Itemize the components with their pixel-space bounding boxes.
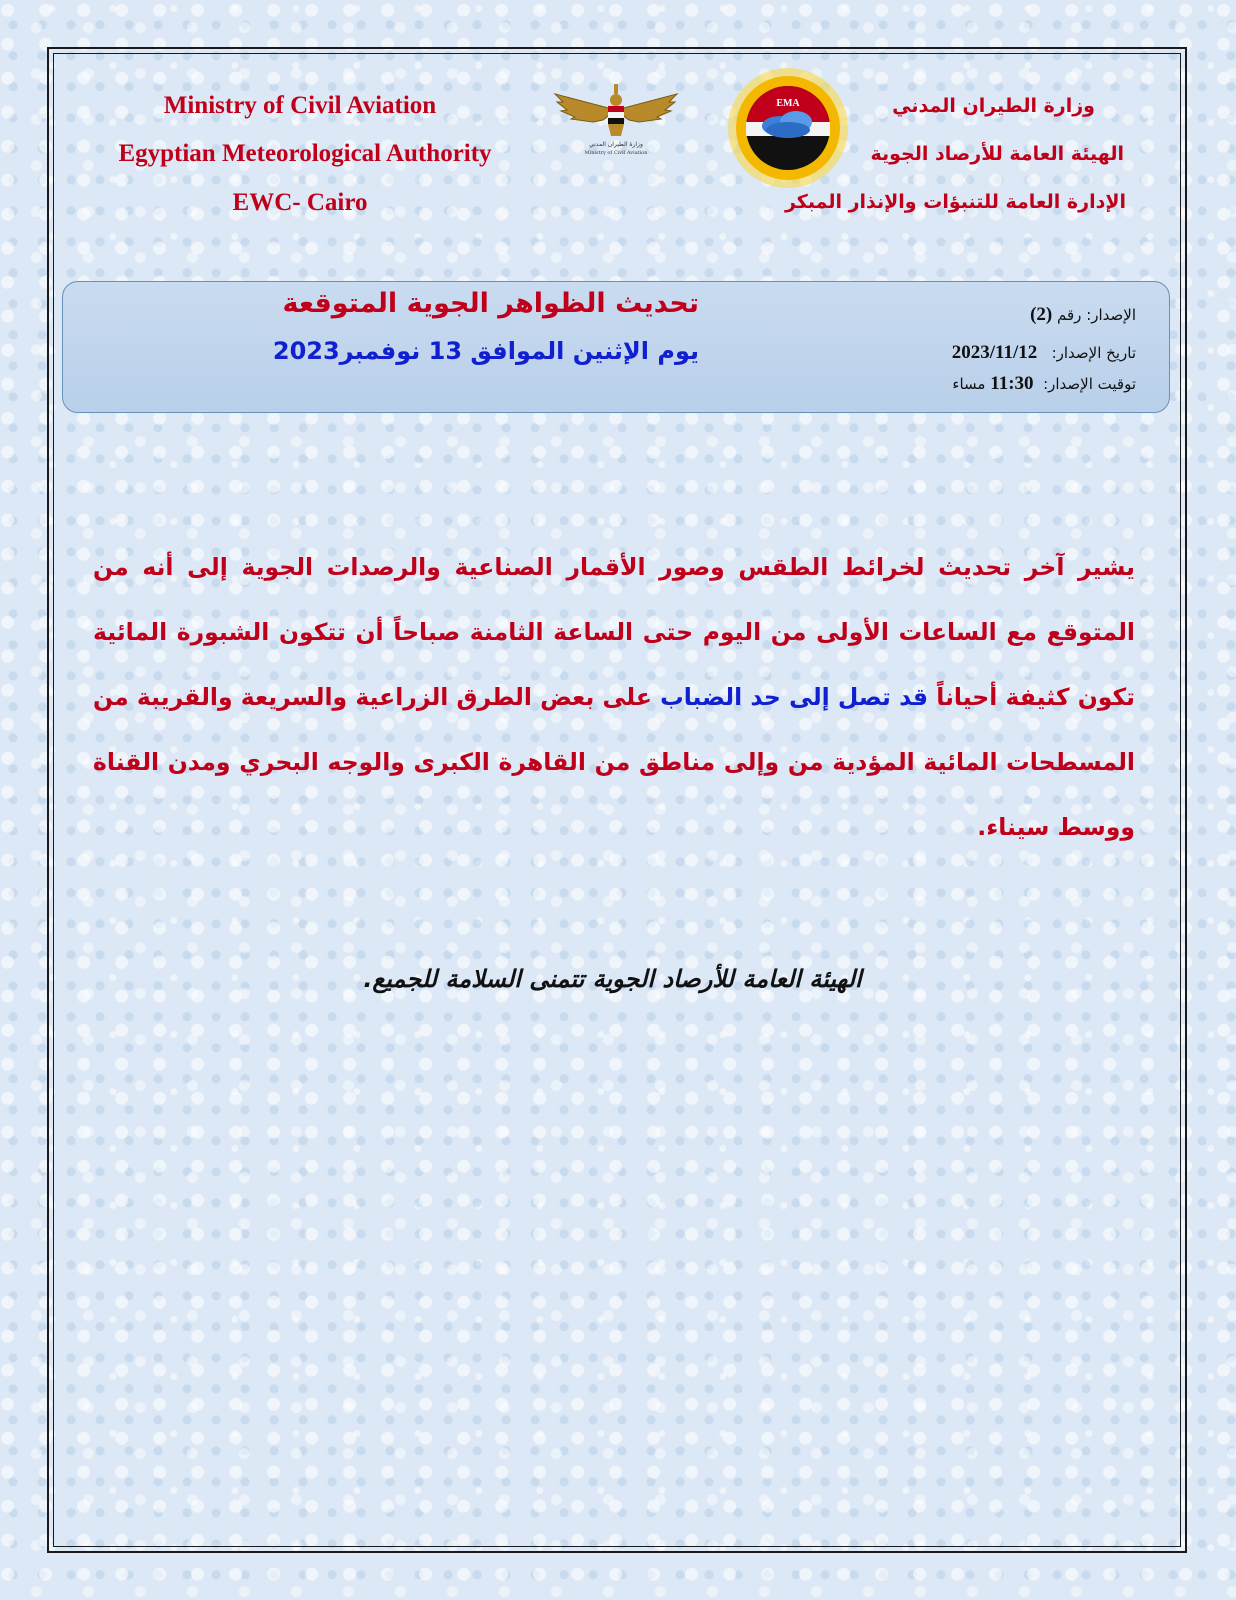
issue-date-value: 2023/11/12 (951, 342, 1038, 363)
forecast-fog-highlight: قد تصل إلى حد الضباب (660, 683, 929, 711)
forecast-paragraph (93, 535, 1135, 860)
ema-sun-logo (722, 62, 854, 194)
ministry-logo-caption-en: Ministry of Civil Aviation (584, 150, 648, 156)
issue-time-value: 11:30 (990, 373, 1034, 394)
header-en-authority: Egyptian Meteorological Authority (118, 140, 492, 167)
closing-message: الهيئة العامة للأرصاد الجوية تتمنى السلامة للجميع. (363, 965, 862, 993)
header-ar-ministry: وزارة الطيران المدني (892, 95, 1095, 117)
issue-number-value: (2) (1030, 304, 1053, 325)
issue-time-suffix: مساء (952, 375, 986, 393)
issue-time-label: توقيت الإصدار: (1043, 375, 1136, 393)
ema-logo-caption: EMA (776, 98, 800, 109)
issue-number-row (1030, 304, 1136, 326)
forecast-text-part2: على بعض الطرق الزراعية والسريعة والقريبة من المسطحات المائية المؤدية من وإلى مناطق من القاهرة الكبرى والوجه البحري ومدن القناة ووسط سيناء. (93, 683, 1135, 841)
forecast-text-part1: يشير آخر تحديث لخرائط الطقس وصور الأقمار الصناعية والرصدات الجوية إلى أنه من المتوقع مع الساعات الأولى من اليوم حتى الساعة الثامنة صباحاً أن تتكون الشبورة المائية تكون كثيفة أحياناً (93, 553, 1135, 711)
bulletin-title: تحديث الظواهر الجوية المتوقعة (282, 288, 699, 319)
ministry-logo-caption-ar: وزارة الطيران المدني (589, 141, 643, 148)
issue-number-label: الإصدار: رقم (1057, 306, 1136, 324)
issue-time-row (952, 373, 1136, 395)
header-en-ministry: Ministry of Civil Aviation (163, 92, 437, 119)
ministry-eagle-logo (553, 80, 679, 162)
bulletin-date-line: يوم الإثنين الموافق 13 نوفمبر2023 (272, 337, 699, 365)
header-ar-authority: الهيئة العامة للأرصاد الجوية (870, 143, 1124, 165)
bulletin-header-box (62, 281, 1170, 413)
header-en-center: EWC- Cairo (232, 189, 368, 216)
header-ar-department: الإدارة العامة للتنبؤات والإنذار المبكر (784, 191, 1126, 213)
issue-date-row (952, 342, 1136, 364)
issue-date-label: تاريخ الإصدار: (1051, 344, 1136, 362)
